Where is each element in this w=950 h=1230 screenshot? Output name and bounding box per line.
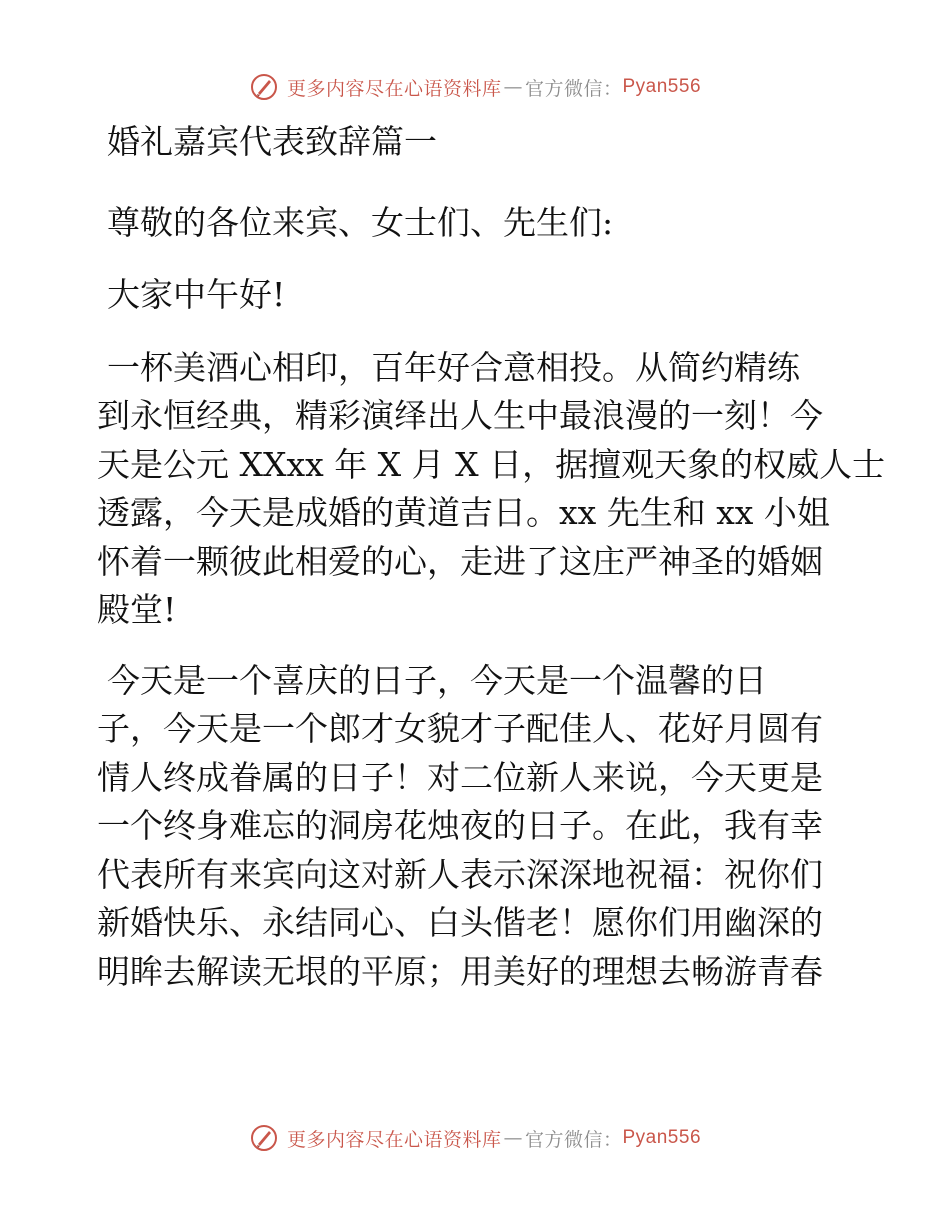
paragraph-line: 情人终成眷属的日子！对二位新人来说，今天更是	[97, 757, 823, 797]
document-greeting: 大家中午好!	[107, 275, 286, 314]
watermark-wechat-label: 官方微信：	[524, 1128, 623, 1151]
paragraph-2	[97, 657, 857, 997]
quill-seal-icon	[249, 1123, 279, 1153]
paragraph-line: 明眸去解读无垠的平原；用美好的理想去畅游青春	[97, 951, 823, 991]
paragraph-line: 透露，今天是成婚的黄道吉日。xx 先生和 xx 小姐	[97, 493, 830, 532]
paragraph-line: 新婚快乐、永结同心、白头偕老！愿你们用幽深的	[97, 903, 823, 942]
watermark-wechat-label: 官方微信：	[524, 77, 623, 100]
paragraph-line: 怀着一颗彼此相爱的心，走进了这庄严神圣的婚姻	[97, 541, 823, 581]
watermark-site-text: 更多内容尽在心语资料库	[286, 77, 502, 100]
quill-seal-icon	[249, 72, 279, 102]
watermark-wechat-id: Pyan556	[622, 76, 702, 97]
document-salutation: 尊敬的各位来宾、女士们、先生们:	[107, 202, 614, 242]
watermark-separator: —	[503, 76, 523, 98]
paragraph-line: 殿堂!	[97, 590, 177, 629]
paragraph-line: 到永恒经典，精彩演绎出人生中最浪漫的一刻！今	[97, 396, 823, 435]
watermark-wechat-id: Pyan556	[622, 1127, 702, 1148]
document-body	[97, 118, 886, 996]
paragraph-1	[97, 344, 886, 635]
watermark-header	[0, 72, 950, 102]
paragraph-line: 一个终身难忘的洞房花烛夜的日子。在此，我有幸	[97, 806, 823, 845]
paragraph-line: 代表所有来宾向这对新人表示深深地祝福：祝你们	[97, 854, 823, 894]
document-title: 婚礼嘉宾代表致辞篇一	[107, 122, 437, 161]
paragraph-line: 今天是一个喜庆的日子，今天是一个温馨的日	[107, 660, 767, 700]
watermark-separator: —	[503, 1127, 523, 1149]
paragraph-line: 一杯美酒心相印，百年好合意相投。从简约精练	[107, 347, 800, 387]
paragraph-line: 天是公元 XXxx 年 X 月 X 日，据擅观天象的权威人士	[97, 444, 886, 484]
watermark-site-text: 更多内容尽在心语资料库	[286, 1128, 502, 1151]
paragraph-line: 子，今天是一个郎才女貌才子配佳人、花好月圆有	[97, 709, 823, 748]
watermark-footer	[0, 1123, 950, 1153]
